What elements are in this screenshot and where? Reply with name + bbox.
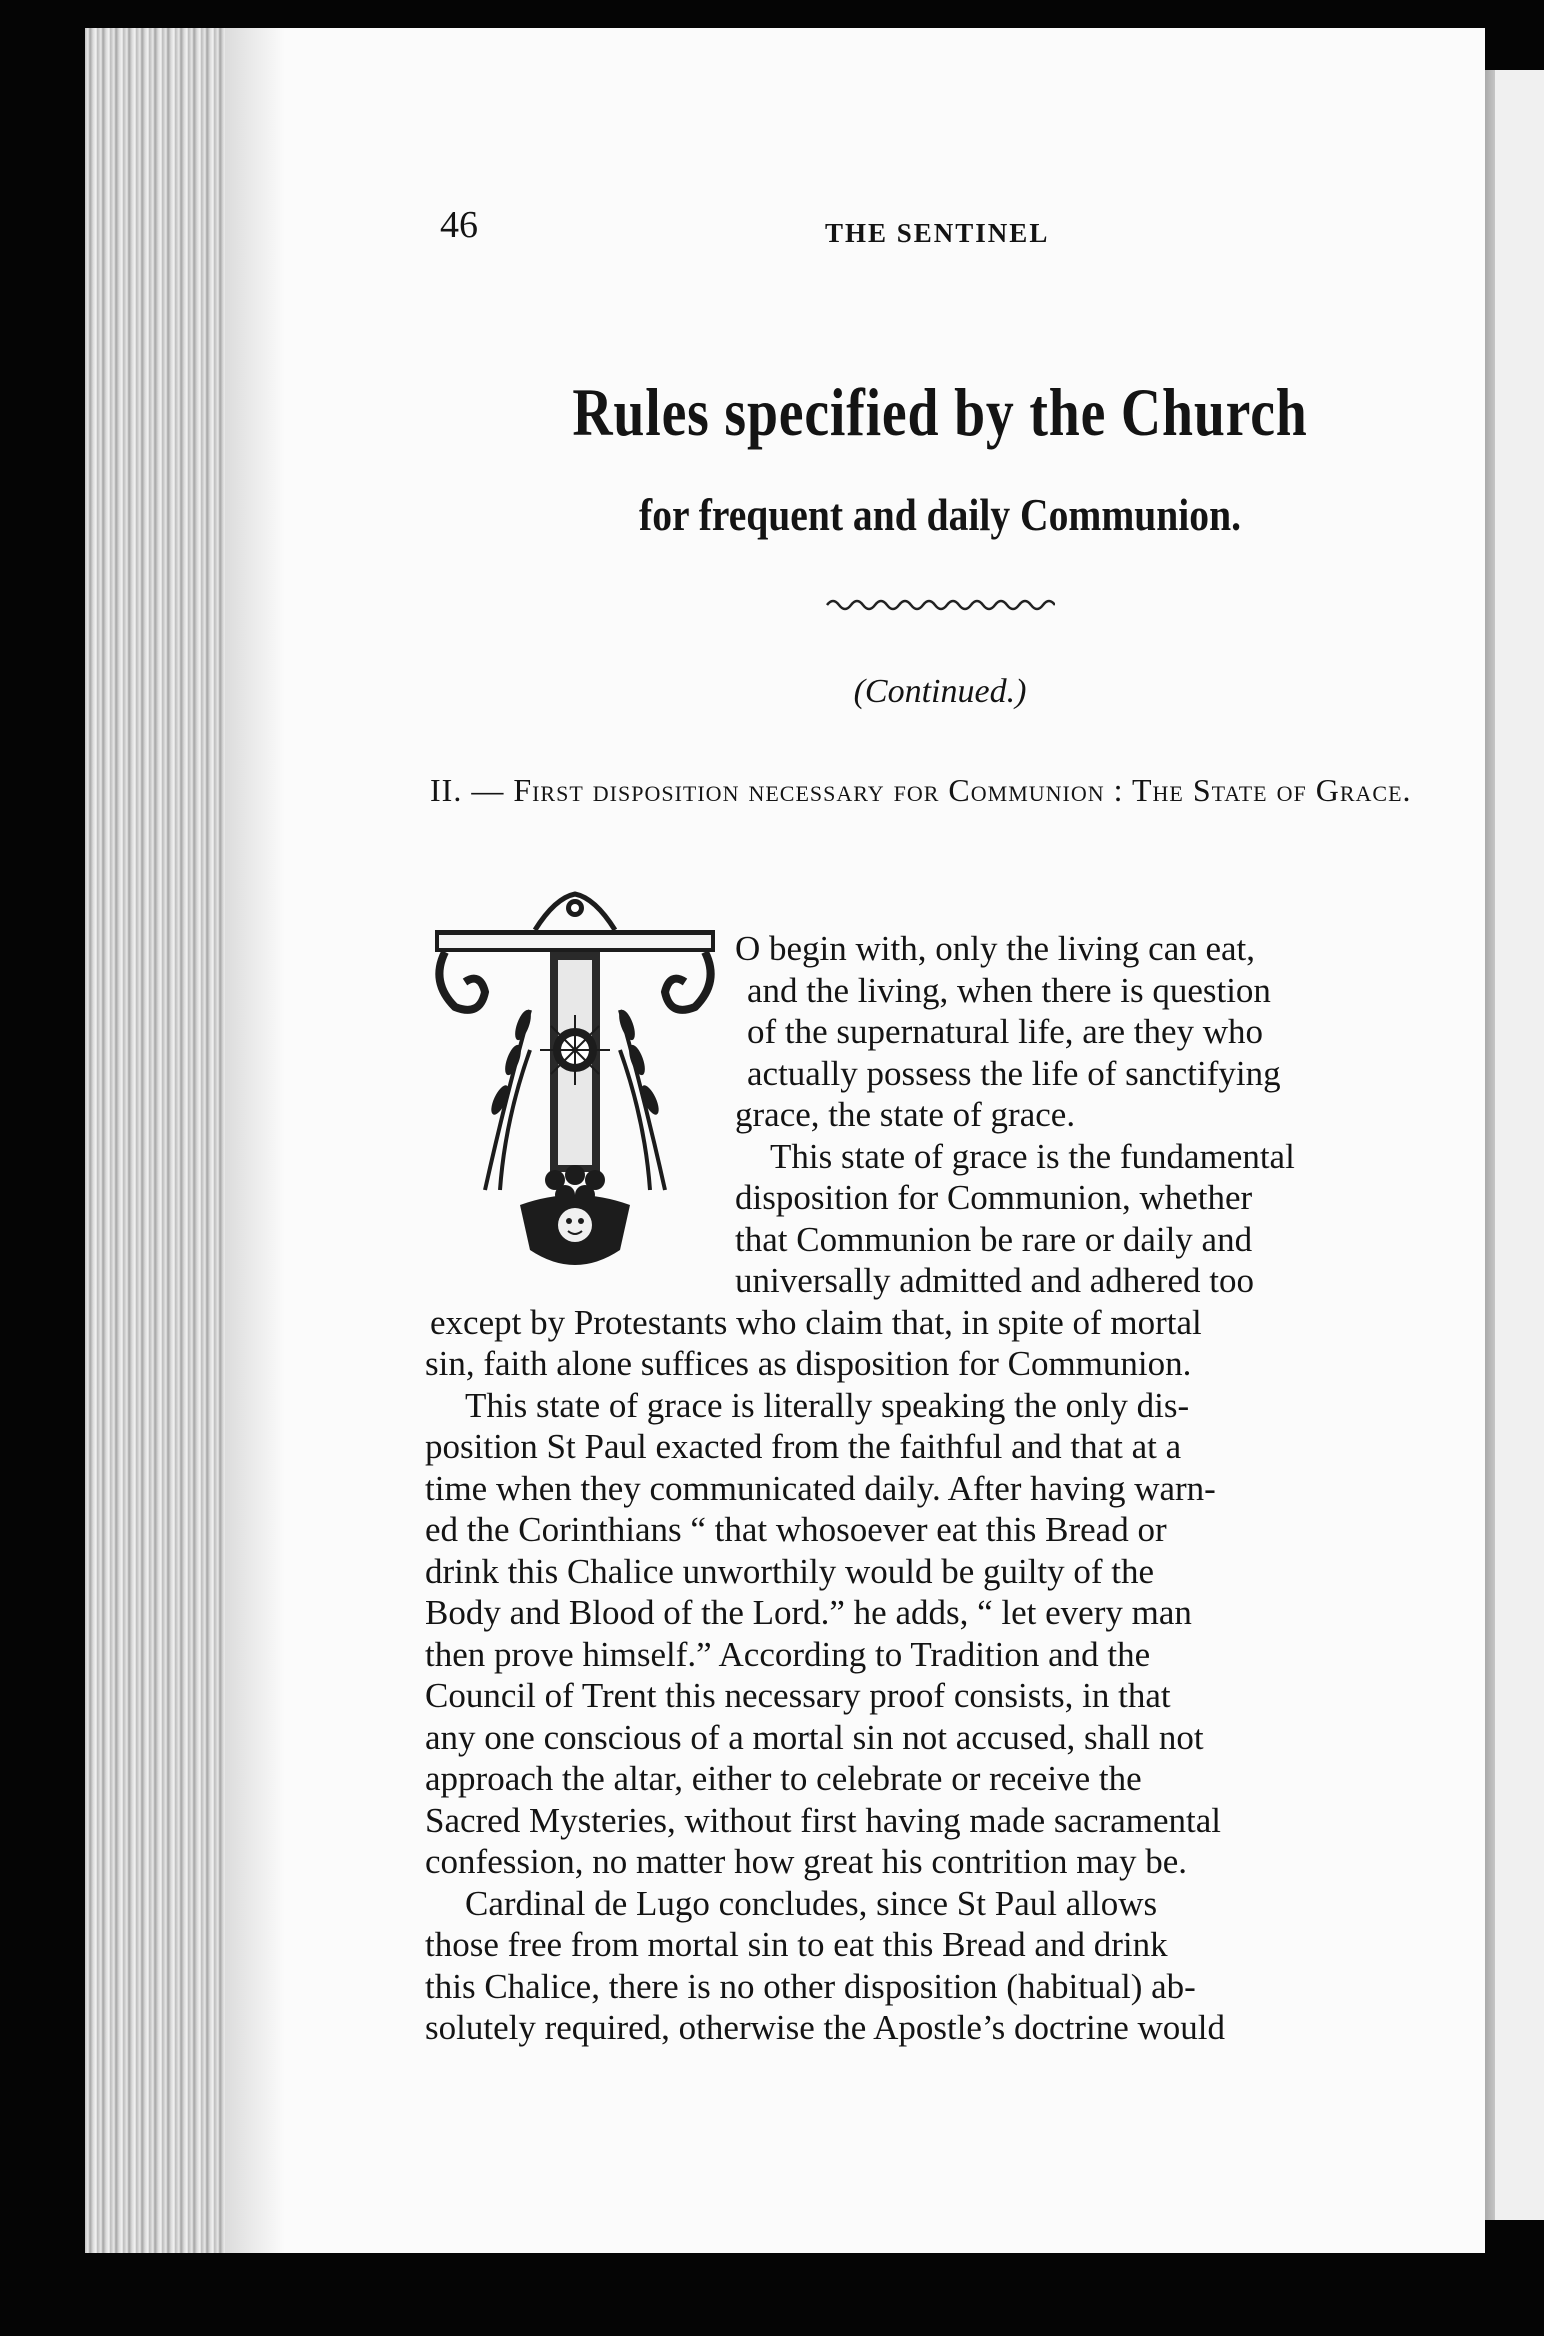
text-line: sin, faith alone suffices as disposition for Communion. bbox=[425, 1344, 1192, 1383]
text-line: time when they communicated daily. After having warn- bbox=[425, 1468, 1216, 1508]
text-line: grace, the state of grace. bbox=[735, 1095, 1076, 1134]
text-line: O begin with, only the living can eat, bbox=[735, 929, 1256, 968]
text-line: then prove himself.” According to Tradition and the bbox=[425, 1634, 1151, 1674]
text-line: ed the Corinthians “ that whosoever eat this Bread or bbox=[425, 1510, 1167, 1549]
page-content bbox=[85, 28, 1485, 2253]
text-line: approach the altar, either to celebrate or receive the bbox=[425, 1759, 1142, 1798]
text-line: confession, no matter how great his contrition may be. bbox=[425, 1842, 1188, 1881]
paragraph-2 bbox=[425, 1136, 1525, 1385]
text-line: universally admitted and adhered too bbox=[735, 1261, 1255, 1300]
text-line: except by Protestants who claim that, in spite of mortal bbox=[430, 1302, 1202, 1342]
page-number: 46 bbox=[440, 204, 478, 246]
text-line: solutely required, otherwise the Apostle’s doctrine would bbox=[425, 2008, 1225, 2047]
text-line: Council of Trent this necessary proof consists, in that bbox=[425, 1676, 1171, 1715]
running-head: THE SENTINEL bbox=[825, 218, 1050, 248]
text-line: of the supernatural life, are they who bbox=[747, 1012, 1264, 1051]
text-line: this Chalice, there is no other disposition (habitual) ab- bbox=[425, 1966, 1196, 2006]
text-line: Cardinal de Lugo concludes, since St Paul allows bbox=[465, 1883, 1158, 1923]
article-subtitle: for frequent and daily Communion. bbox=[639, 489, 1241, 540]
text-line: This state of grace is the fundamental bbox=[770, 1136, 1295, 1176]
text-line: those free from mortal sin to eat this Bread and drink bbox=[425, 1925, 1168, 1964]
text-line: Body and Blood of the Lord.” he adds, “ let every man bbox=[425, 1593, 1192, 1632]
text-line: actually possess the life of sanctifying bbox=[747, 1053, 1281, 1093]
text-line: drink this Chalice unworthily would be guilty of the bbox=[425, 1551, 1155, 1591]
article-title: Rules specified by the Church bbox=[572, 374, 1308, 450]
text-line: and the living, when there is question bbox=[747, 970, 1271, 1010]
section-heading: II. — First disposition necessary for Communion : The State of Grace. bbox=[430, 772, 1412, 808]
text-line: position St Paul exacted from the faithful and that at a bbox=[425, 1427, 1182, 1466]
paragraph-3 bbox=[425, 1385, 1525, 1883]
paragraph-1 bbox=[425, 928, 1525, 1136]
continued-note: (Continued.) bbox=[853, 673, 1027, 710]
text-line: any one conscious of a mortal sin not accused, shall not bbox=[425, 1717, 1204, 1757]
book-page bbox=[85, 28, 1485, 2253]
wavy-rule-ornament bbox=[825, 593, 1055, 617]
text-line: that Communion be rare or daily and bbox=[735, 1219, 1253, 1259]
paragraph-4 bbox=[425, 1883, 1525, 2049]
body-text bbox=[425, 928, 1525, 2049]
text-line: This state of grace is literally speaking the only dis- bbox=[465, 1385, 1190, 1425]
text-line: Sacred Mysteries, without first having made sacramental bbox=[425, 1800, 1222, 1840]
text-line: disposition for Communion, whether bbox=[735, 1178, 1253, 1217]
